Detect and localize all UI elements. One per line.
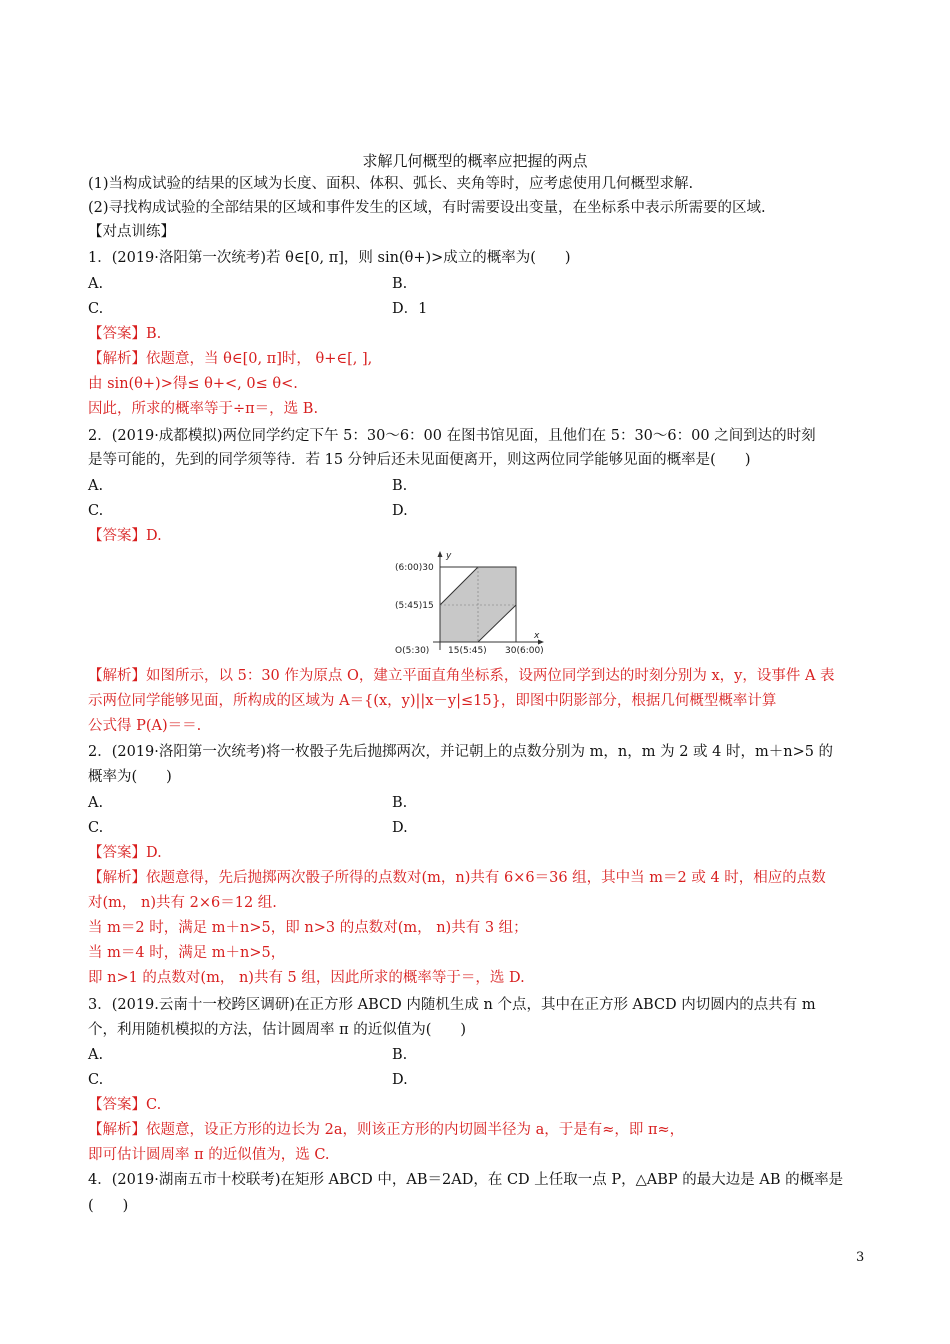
- q3-option-b: B.: [392, 795, 408, 811]
- intro-line-1: (1)当构成试验的结果的区域为长度、面积、体积、弧长、夹角等时，应考虑使用几何概型求解.: [88, 176, 694, 192]
- q2-analysis-1: 【解析】如图所示，以 5：30 作为原点 O，建立平面直角坐标系，设两位同学到达的时刻分别为 x，y，设事件 A 表: [88, 668, 835, 684]
- q3-analysis-1: 【解析】依题意得，先后抛掷两次骰子所得的点数对(m，n)共有 6×6＝36 组，其中当 m＝2 或 4 时，相应的点数: [88, 870, 826, 886]
- q1-option-b: B.: [392, 276, 408, 292]
- q4-option-d: D.: [392, 1072, 408, 1088]
- y-axis-arrow: [438, 551, 443, 557]
- q2-option-a: A.: [88, 478, 104, 494]
- q5-stem-1: 4．(2019·湖南五市十校联考)在矩形 ABCD 中，AB＝2AD，在 CD 上任取一点 P，△ABP 的最大边是 AB 的概率是: [88, 1172, 844, 1188]
- q3-stem-1: 2．(2019·洛阳第一次统考)将一枚骰子先后抛掷两次，并记朝上的点数分别为 m，n，m 为 2 或 4 时，m＋n>5 的: [88, 744, 834, 760]
- q4-option-c: C.: [88, 1072, 104, 1088]
- x-tick-15: 15(5:45): [448, 646, 487, 656]
- q5-stem-2: ( ): [88, 1198, 129, 1214]
- q1-option-a: A.: [88, 276, 104, 292]
- q2-answer: 【答案】D.: [88, 528, 162, 544]
- intro-line-2: (2)寻找构成试验的全部结果的区域和事件发生的区域，有时需要设出变量，在坐标系中表示所需要的区域.: [88, 200, 766, 216]
- q4-stem-2: 个，利用随机模拟的方法，估计圆周率 π 的近似值为( ): [88, 1022, 467, 1038]
- q3-analysis-3: 当 m＝2 时，满足 m＋n>5，即 n>3 的点数对(m， n)共有 3 组；: [88, 920, 528, 936]
- q2-analysis-3: 公式得 P(A)＝＝.: [88, 718, 202, 734]
- q1-answer: 【答案】B.: [88, 326, 162, 342]
- q1-analysis-2: 由 sin(θ+)>得≤ θ+<, 0≤ θ<.: [88, 376, 298, 392]
- q1-stem: 1．(2019·洛阳第一次统考)若 θ∈[0, π]，则 sin(θ+)>成立的概率为( ): [88, 250, 571, 266]
- q3-analysis-2: 对(m， n)共有 2×6＝12 组.: [88, 895, 277, 911]
- q2-option-d: D.: [392, 503, 408, 519]
- x-tick-origin: O(5:30): [395, 646, 430, 656]
- q1-option-c: C.: [88, 301, 104, 317]
- q4-answer: 【答案】C.: [88, 1097, 162, 1113]
- y-tick-15: (5:45)15: [395, 601, 434, 611]
- x-axis-label: x: [534, 631, 540, 641]
- q2-stem-1: 2．(2019·成都模拟)两位同学约定下午 5：30～6：00 在图书馆见面，且他们在 5：30～6：00 之间到达的时刻: [88, 428, 816, 444]
- page-number: 3: [856, 1250, 865, 1265]
- q4-analysis-2: 即可估计圆周率 π 的近似值为，选 C.: [88, 1147, 330, 1163]
- y-axis-label: y: [446, 551, 452, 561]
- x-tick-30: 30(6:00): [505, 646, 544, 656]
- q1-analysis-1: 【解析】依题意，当 θ∈[0, π]时， θ+∈[, ],: [88, 351, 373, 367]
- q4-stem-1: 3．(2019.云南十一校跨区调研)在正方形 ABCD 内随机生成 n 个点，其中在正方形 ABCD 内切圆内的点共有 m: [88, 997, 816, 1013]
- q2-stem-2: 是等可能的，先到的同学须等待．若 15 分钟后还未见面便离开，则这两位同学能够见面的概率是( ): [88, 452, 751, 468]
- q3-stem-2: 概率为( ): [88, 769, 172, 785]
- meeting-region-figure: [393, 550, 563, 660]
- page-title: 求解几何概型的概率应把握的两点: [362, 152, 588, 170]
- section-heading: 【对点训练】: [88, 224, 175, 240]
- q2-option-b: B.: [392, 478, 408, 494]
- q2-analysis-2: 示两位同学能够见面，所构成的区域为 A＝{(x，y)||x－y|≤15}，即图中阴影部分，根据几何概型概率计算: [88, 693, 777, 709]
- q4-analysis-1: 【解析】依题意，设正方形的边长为 2a，则该正方形的内切圆半径为 a，于是有≈，即 π≈，: [88, 1122, 685, 1138]
- q3-analysis-4: 当 m＝4 时，满足 m＋n>5，: [88, 945, 286, 961]
- q3-analysis-5: 即 n>1 的点数对(m， n)共有 5 组，因此所求的概率等于＝，选 D.: [88, 970, 525, 986]
- q3-option-c: C.: [88, 820, 104, 836]
- q3-option-d: D.: [392, 820, 408, 836]
- q3-answer: 【答案】D.: [88, 845, 162, 861]
- q4-option-a: A.: [88, 1047, 104, 1063]
- y-tick-30: (6:00)30: [395, 563, 434, 573]
- q1-option-d: D．1: [392, 301, 428, 317]
- q3-option-a: A.: [88, 795, 104, 811]
- q2-option-c: C.: [88, 503, 104, 519]
- q4-option-b: B.: [392, 1047, 408, 1063]
- q1-analysis-3: 因此，所求的概率等于÷π＝，选 B.: [88, 401, 319, 417]
